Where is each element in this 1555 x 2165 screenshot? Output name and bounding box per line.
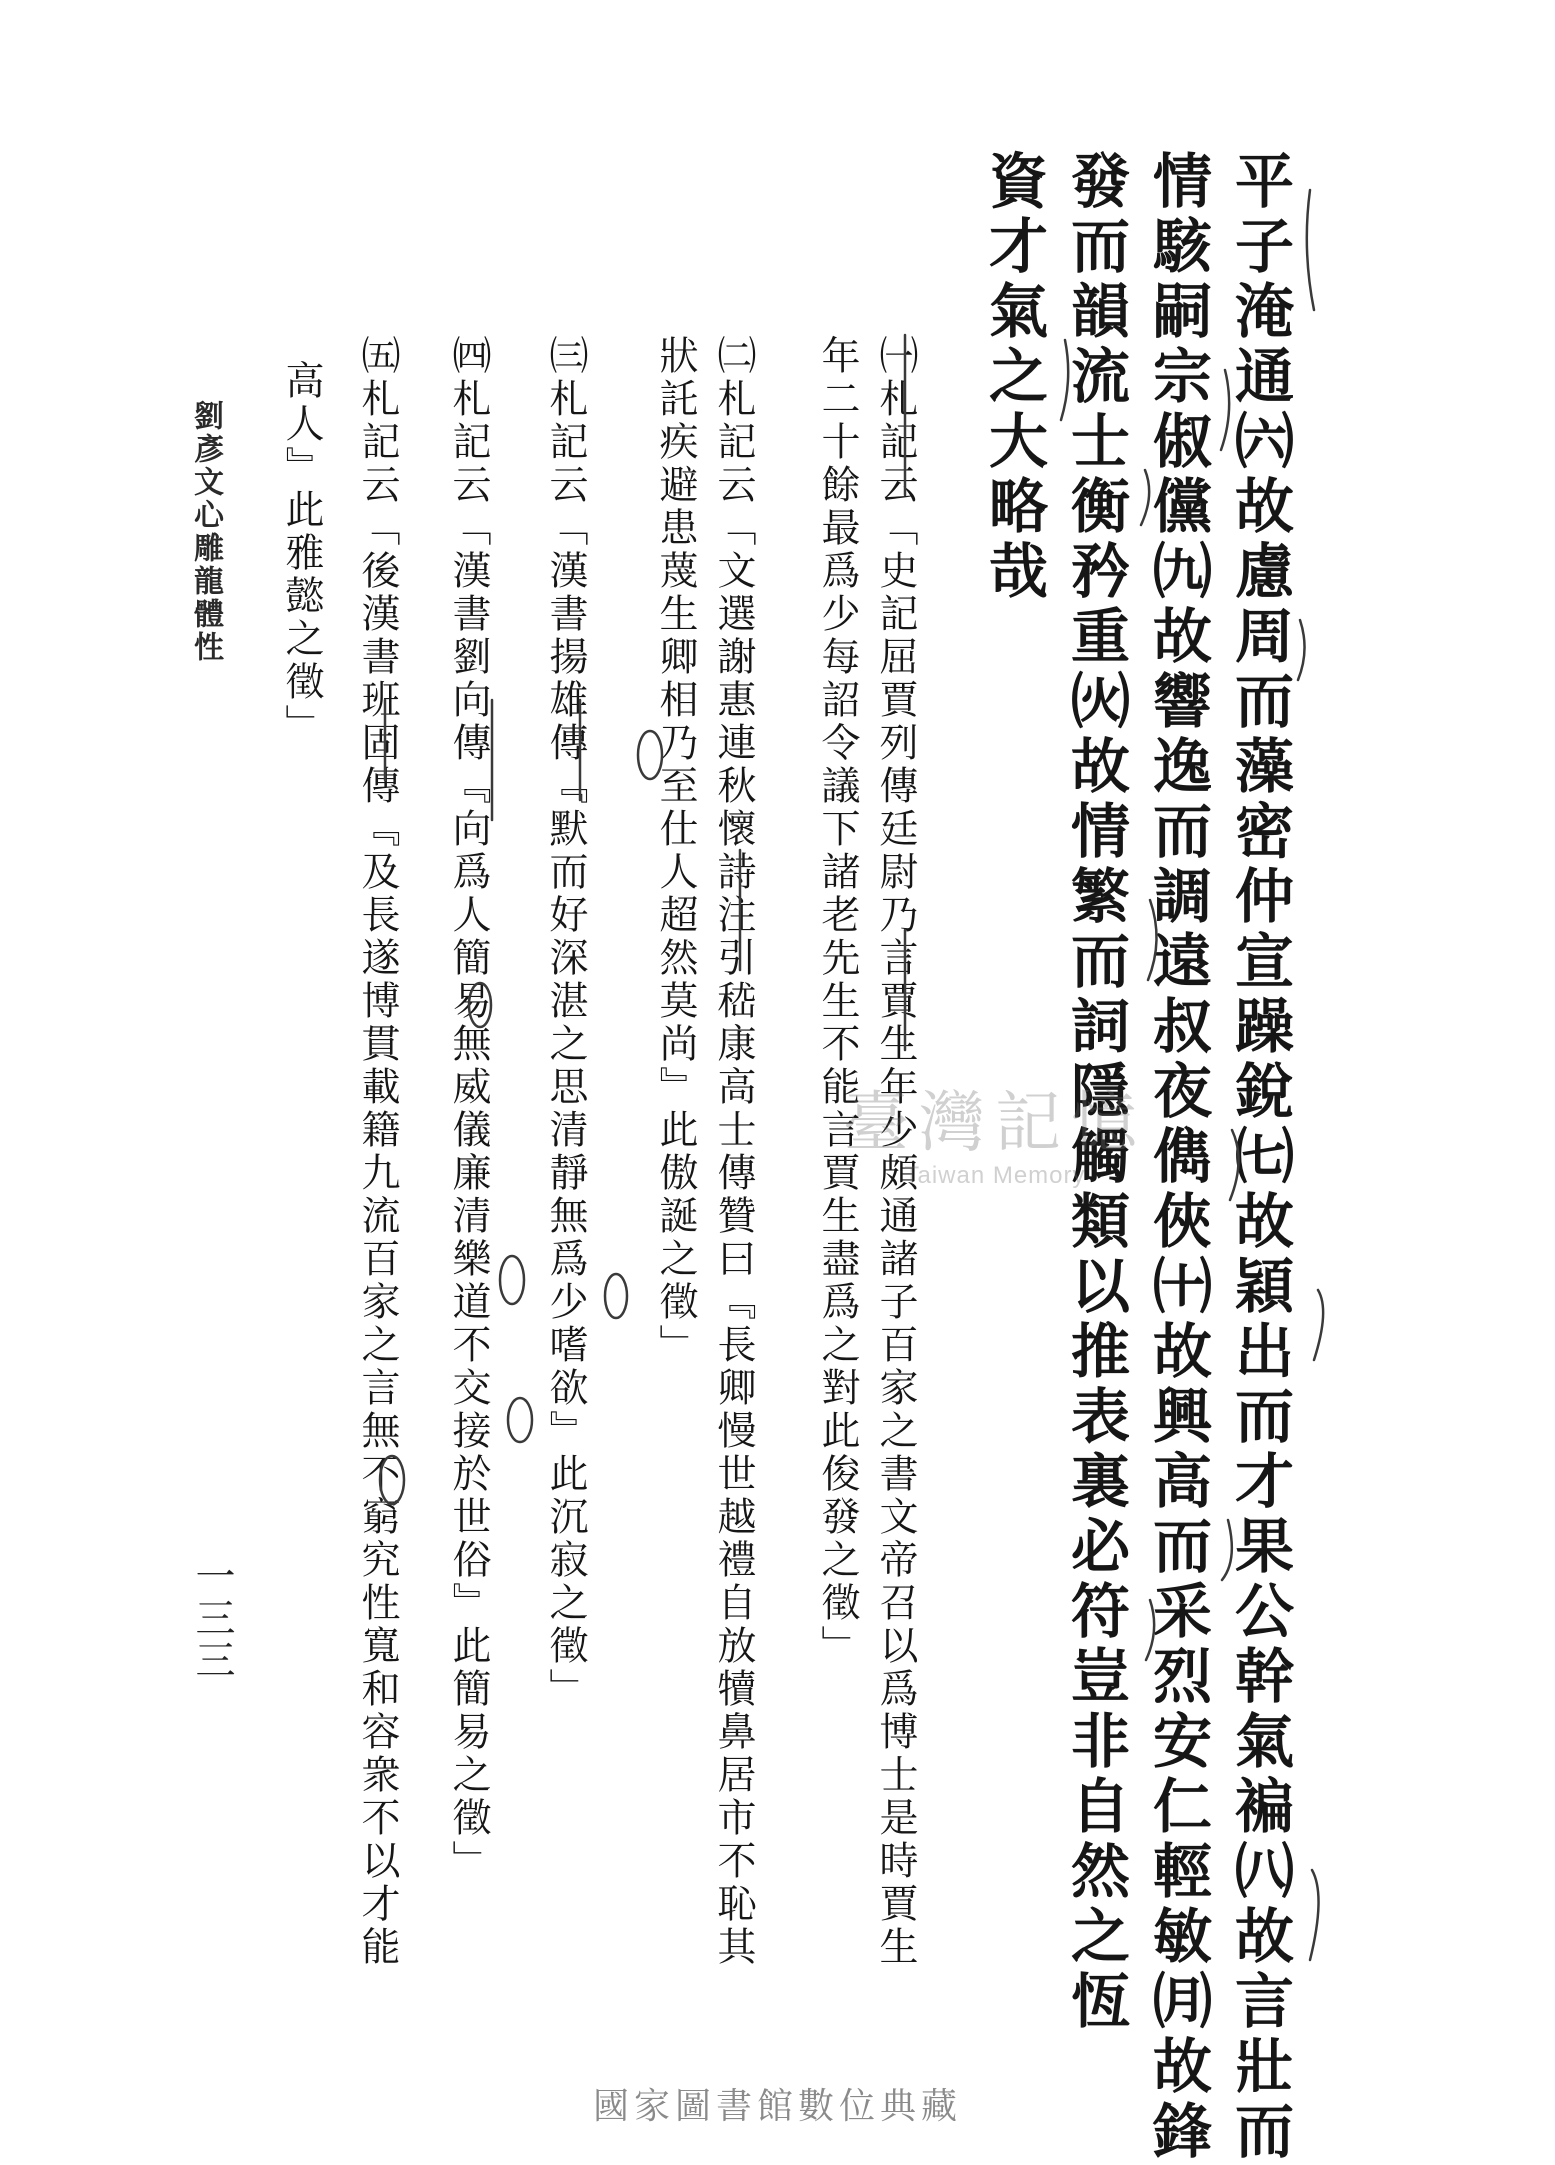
note-5-line-2: 高人』此雅懿之徵」 <box>279 360 324 747</box>
pencil-circle <box>508 1398 532 1442</box>
watermark-english: Taiwan Memory <box>904 1162 1086 1189</box>
pencil-bracket <box>1310 1870 1319 1960</box>
note-4: ㈣札記云「漢書劉向傳『向爲人簡易無威儀廉清樂道不交接於世俗』此簡易之徵」 <box>446 335 491 1883</box>
pencil-bracket <box>1298 620 1305 680</box>
pencil-bracket <box>1314 1290 1323 1360</box>
pencil-circle <box>605 1274 627 1318</box>
note-1-line-1: ㈠札記云「史記屈賈列傳廷尉乃言賈生年少頗通諸子百家之書文帝召以爲博士是時賈生 <box>873 335 918 1969</box>
main-text-column-2: 情駭嗣宗俶儻㈨故響逸而調遠叔夜儁俠㈩故興高而采烈安仁輕敏㈪故鋒 <box>1143 150 1212 2165</box>
watermark <box>760 1084 1230 1200</box>
main-text-column-3: 發而韻流士衡矜重㈫故情繁而詞隱觸類以推表裏必符豈非自然之恆 <box>1061 150 1130 2035</box>
note-3: ㈢札記云「漢書揚雄傳『默而好深湛之思清靜無爲少嗜欲』此沉寂之徵」 <box>543 335 588 1711</box>
footer-collection-label: 國家圖書館數位典藏 <box>592 2086 962 2127</box>
main-text-column-1: 平子淹通㈥故慮周而藻密仲宣躁銳㈦故穎出而才果公幹氣褊㈧故言壯而 <box>1225 150 1294 2165</box>
page-number: 一三三 <box>189 1555 235 1681</box>
pencil-bracket <box>1307 190 1314 310</box>
main-text-column-4: 資才氣之大略哉 <box>979 150 1048 605</box>
note-2-line-1: ㈡札記云「文選謝惠連秋懷詩注引嵇康高士傳贊曰『長卿慢世越禮自放犢鼻居市不恥其 <box>711 335 756 1969</box>
note-5-line-1: ㈤札記云「後漢書班固傳『及長遂博貫載籍九流百家之言無不窮究性寬和容衆不以才能 <box>355 335 400 1969</box>
note-2-line-2: 狀託疾避患蔑生卿相乃至仕人超然莫尚』此傲誕之徵」 <box>653 335 698 1367</box>
note-1-line-2: 年二十餘最爲少每詔令議下諸老先生不能言賈生盡爲之對此俊發之徵」 <box>815 335 860 1668</box>
pencil-circle <box>500 1256 524 1304</box>
running-header: 劉彥文心雕龍體性 <box>188 400 223 664</box>
watermark-chinese: 臺灣記憶 <box>843 1084 1147 1161</box>
